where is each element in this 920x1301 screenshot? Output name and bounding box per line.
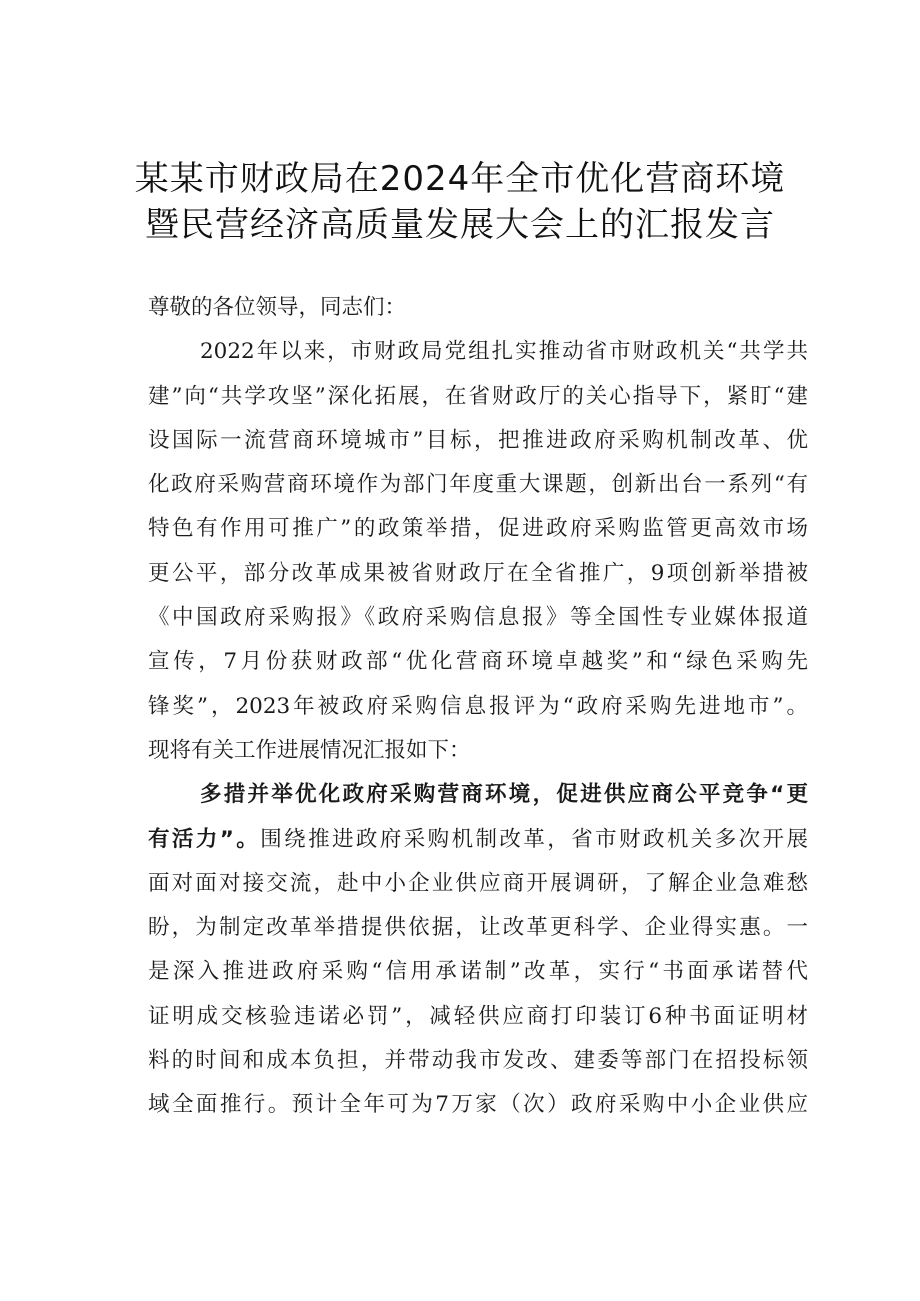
paragraph-line — [148, 818, 808, 862]
paragraph-line: 盼，为制定改革举措提供依据，让改革更科学、企业得实惠。一 — [148, 915, 808, 941]
paragraph-section-1 — [148, 773, 808, 1127]
paragraph-line: 特色有作用可推广”的政策举措，促进政府采购监管更高效市场 — [148, 516, 808, 542]
paragraph-line: 现将有关工作进展情况汇报如下： — [148, 737, 471, 763]
section-heading-end: 有活力”。 — [148, 826, 261, 852]
paragraph-line: 锋奖”，2023年被政府采购信息报评为“政府采购先进地市”。 — [148, 693, 808, 719]
paragraph-line: 宣传，7月份获财政部“优化营商环境卓越奖”和“绿色采购先 — [148, 649, 808, 675]
paragraph-line: 证明成交核验违诺必罚”，减轻供应商打印装订6种书面证明材 — [148, 1003, 808, 1029]
document-body — [148, 286, 808, 1128]
paragraph-line: 设国际一流营商环境城市”目标，把推进政府采购机制改革、优 — [148, 427, 808, 453]
paragraph-intro — [148, 330, 808, 773]
paragraph-text: 围绕推进政府采购机制改革，省市财政机关多次开展 — [260, 826, 808, 852]
paragraph-line: 面对面对接交流，赴中小企业供应商开展调研，了解企业急难愁 — [148, 870, 808, 896]
document-title — [120, 156, 800, 248]
paragraph-line: 料的时间和成本负担，并带动我市发改、建委等部门在招投标领 — [148, 1048, 808, 1074]
paragraph-line: 《中国政府采购报》《政府采购信息报》等全国性专业媒体报道 — [148, 605, 808, 631]
paragraph-line: 化政府采购营商环境作为部门年度重大课题，创新出台一系列“有 — [148, 472, 808, 498]
salutation: 尊敬的各位领导，同志们： — [148, 295, 407, 320]
paragraph-line: 域全面推行。预计全年可为7万家（次）政府采购中小企业供应 — [148, 1092, 808, 1118]
section-heading: 多措并举优化政府采购营商环境，促进供应商公平竞争“更 — [200, 782, 808, 808]
paragraph-line: 2022年以来，市财政局党组扎实推动省市财政机关“共学共 — [200, 339, 808, 365]
title-line-1: 某某市财政局在2024年全市优化营商环境 — [134, 159, 786, 199]
title-line-2: 暨民营经济高质量发展大会上的汇报发言 — [145, 205, 775, 245]
paragraph-line: 是深入推进政府采购“信用承诺制”改革，实行“书面承诺替代 — [148, 959, 808, 985]
paragraph-line: 建”向“共学攻坚”深化拓展，在省财政厅的关心指导下，紧盯“建 — [148, 383, 808, 409]
paragraph-line: 更公平，部分改革成果被省财政厅在全省推广，9项创新举措被 — [148, 560, 808, 586]
